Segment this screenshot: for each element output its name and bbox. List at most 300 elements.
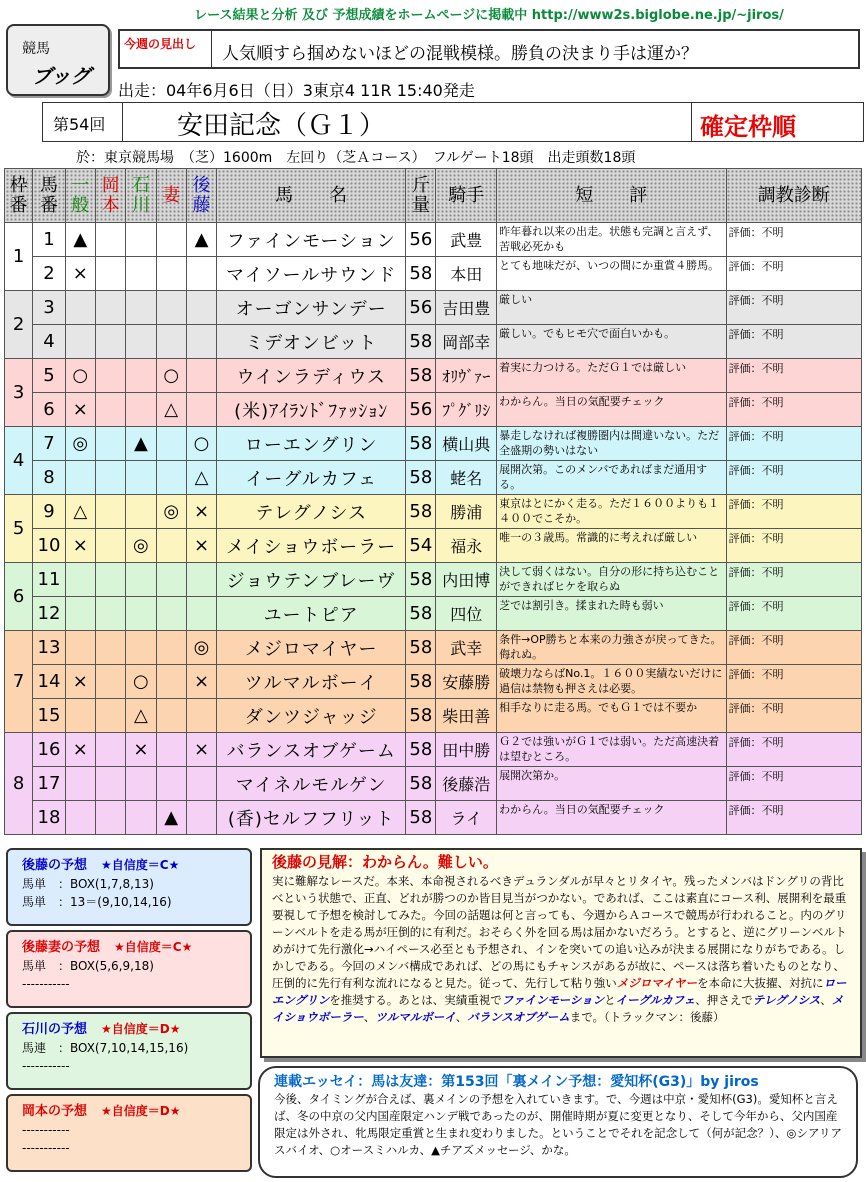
cell-jockey: 武豊 xyxy=(436,223,497,257)
mark-tsuma xyxy=(156,563,186,597)
mark-ishikawa xyxy=(126,597,156,631)
waku-number: 7 xyxy=(12,671,25,692)
cell-comment: 厳しい xyxy=(497,291,726,325)
cell-weight: 58 xyxy=(406,699,436,733)
cell-weight: 56 xyxy=(406,291,436,325)
mark-ishikawa xyxy=(126,359,156,393)
cell-horse-name[interactable]: オーゴンサンデー xyxy=(217,291,406,325)
waku-number: 1 xyxy=(12,246,25,267)
cell-horse-name[interactable]: ツルマルボーイ xyxy=(217,665,406,699)
cell-training: 評価：不明 xyxy=(726,427,861,461)
cell-training: 評価：不明 xyxy=(726,325,861,359)
mark-ishikawa: × xyxy=(126,733,156,767)
mark-okamoto xyxy=(95,631,125,665)
waku-number: 4 xyxy=(12,450,25,471)
cell-jockey: 勝浦 xyxy=(436,495,497,529)
cell-training: 評価：不明 xyxy=(726,529,861,563)
mark-okamoto xyxy=(95,495,125,529)
header-ippan: 一般 xyxy=(65,169,95,223)
header-kin: 斤量 xyxy=(406,169,436,223)
header-jockey: 騎手 xyxy=(436,169,497,223)
cell-weight: 58 xyxy=(406,427,436,461)
table-row xyxy=(5,801,862,835)
cell-jockey: 吉田豊 xyxy=(436,291,497,325)
prediction-line: 馬連 ：BOX(7,10,14,15,16) xyxy=(22,1041,189,1055)
mark-tsuma xyxy=(156,597,186,631)
essay-body: 今後、タイミングが合えば、裏メインの予想を入れていきます。で、今週は中京・愛知杯(G3)。愛知杯と言えば、冬の中京の父内国産限定ハンデ戦であったのが、開催時期が夏に変更となり、そして今年から、父内国産限定は外され、牝馬限定重賞と生まれ変わりました。ということでそれを記念して（何が記念？）、◎シアリアスバイオ、○オースミハルカ、▲チアズメッセージ、かな。 xyxy=(274,1092,843,1157)
cell-comment: 破壊力ならばNo.1。１６００実績ないだけに過信は禁物も押さえは必要。 xyxy=(497,665,726,699)
mark-goto: ○ xyxy=(186,427,216,461)
prediction-confidence: ★自信度＝D★ xyxy=(101,1022,181,1036)
opinion-horse: ツルマルボーイ xyxy=(375,1010,456,1024)
cell-weight: 58 xyxy=(406,359,436,393)
cell-weight: 58 xyxy=(406,461,436,495)
cell-uma: 11 xyxy=(33,563,65,597)
mark-goto: × xyxy=(186,733,216,767)
mark-ishikawa xyxy=(126,291,156,325)
cell-uma: 2 xyxy=(33,257,65,291)
venue-info: 於：東京競馬場 （芝）1600m 左回り（芝Ａコース） フルゲート18頭 出走頭数18頭 xyxy=(76,150,636,166)
table-header-row xyxy=(5,169,862,223)
cell-uma: 10 xyxy=(33,529,65,563)
mark-tsuma: ◎ xyxy=(156,495,186,529)
cell-jockey: 田中勝 xyxy=(436,733,497,767)
cell-waku xyxy=(5,359,33,427)
cell-jockey: 四位 xyxy=(436,597,497,631)
essay-title[interactable]: 連載エッセイ：馬は友達：第153回「裏メイン予想：愛知杯(G3)」by jiros xyxy=(274,1074,759,1090)
cell-horse-name[interactable]: ダンツジャッジ xyxy=(217,699,406,733)
cell-comment: 展開次第か。 xyxy=(497,767,726,801)
mark-goto xyxy=(186,699,216,733)
cell-horse-name[interactable]: ファインモーション xyxy=(217,223,406,257)
cell-jockey: 本田 xyxy=(436,257,497,291)
cell-jockey: 柴田善 xyxy=(436,699,497,733)
mark-goto xyxy=(186,257,216,291)
mark-ishikawa xyxy=(126,257,156,291)
cell-training: 評価：不明 xyxy=(726,495,861,529)
cell-horse-name[interactable]: テレグノシス xyxy=(217,495,406,529)
header-name: 馬 名 xyxy=(217,169,406,223)
mark-okamoto xyxy=(95,597,125,631)
cell-waku xyxy=(5,563,33,631)
mark-tsuma xyxy=(156,461,186,495)
mark-tsuma xyxy=(156,665,186,699)
table-row xyxy=(5,563,862,597)
mark-goto: × xyxy=(186,529,216,563)
cell-comment: 東京はとにかく走る。ただ１６００よりも１４００でこそか。 xyxy=(497,495,726,529)
mark-ippan: × xyxy=(65,257,95,291)
cell-uma: 13 xyxy=(33,631,65,665)
cell-jockey: ｵﾘｳﾞｧｰ xyxy=(436,359,497,393)
prediction-confidence: ★自信度＝D★ xyxy=(101,1104,181,1118)
prediction-line: ----------- xyxy=(22,977,70,991)
header-comment: 短 評 xyxy=(497,169,726,223)
header-training: 調教診断 xyxy=(726,169,861,223)
table-row xyxy=(5,529,862,563)
mark-goto xyxy=(186,767,216,801)
opinion-horse-taikou: ローエングリン xyxy=(272,976,847,1007)
opinion-text: を推奨する。あとは、実績重視で xyxy=(329,993,502,1007)
okamoto-prediction-box xyxy=(6,1094,252,1172)
cell-horse-name[interactable]: ジョウテンブレーヴ xyxy=(217,563,406,597)
mark-ippan: ◎ xyxy=(65,427,95,461)
mark-okamoto xyxy=(95,699,125,733)
prediction-confidence: ★自信度＝C★ xyxy=(101,858,180,872)
cell-jockey: 内田博 xyxy=(436,563,497,597)
cell-horse-name[interactable]: マイソールサウンド xyxy=(217,257,406,291)
cell-jockey: 後藤浩 xyxy=(436,767,497,801)
cell-uma: 6 xyxy=(33,393,65,427)
cell-comment: 厳しい。でもヒモ穴で面白いかも。 xyxy=(497,325,726,359)
cell-training: 評価：不明 xyxy=(726,359,861,393)
mark-ishikawa xyxy=(126,325,156,359)
prediction-line: 馬単 ：BOX(1,7,8,13) xyxy=(22,877,154,891)
opinion-text: まで。（トラックマン：後藤） xyxy=(569,1010,725,1024)
cell-training: 評価：不明 xyxy=(726,223,861,257)
cell-comment: 展開次第。このメンバであればまだ通用する。 xyxy=(497,461,726,495)
mark-goto xyxy=(186,325,216,359)
weekly-headline xyxy=(118,29,860,69)
opinion-text: 、押さえで xyxy=(695,993,753,1007)
mark-ishikawa: ▲ xyxy=(126,427,156,461)
header-okamoto: 岡本 xyxy=(95,169,125,223)
cell-waku xyxy=(5,495,33,563)
table-row xyxy=(5,427,862,461)
cell-comment: 暴走しなければ複勝圏内は間違いない。ただ全盛期の勢いはない xyxy=(497,427,726,461)
cell-training: 評価：不明 xyxy=(726,699,861,733)
mark-tsuma xyxy=(156,767,186,801)
waku-number: 8 xyxy=(12,773,25,794)
mark-goto xyxy=(186,359,216,393)
cell-comment: わからん。当日の気配要チェック xyxy=(497,393,726,427)
cell-waku xyxy=(5,733,33,835)
cell-training: 評価：不明 xyxy=(726,767,861,801)
cell-comment: 唯一の３歳馬。常識的に考えれば厳しい xyxy=(497,529,726,563)
waku-number: 3 xyxy=(12,382,25,403)
mark-ishikawa xyxy=(126,563,156,597)
cell-comment: わからん。当日の気配要チェック xyxy=(497,801,726,835)
opinion-horse: バランスオブゲーム xyxy=(467,1010,570,1024)
mark-goto: × xyxy=(186,495,216,529)
table-row xyxy=(5,699,862,733)
prediction-line: ----------- xyxy=(22,1123,70,1137)
opinion-text: と xyxy=(604,993,616,1007)
site-logo[interactable] xyxy=(6,24,110,96)
table-row xyxy=(5,291,862,325)
mark-okamoto xyxy=(95,325,125,359)
cell-weight: 58 xyxy=(406,631,436,665)
cell-jockey: 横山典 xyxy=(436,427,497,461)
opinion-body xyxy=(272,873,850,1026)
mark-okamoto xyxy=(95,427,125,461)
headline-text: 人気順すら掴めないほどの混戦模様。勝負の決まり手は運か？ xyxy=(222,44,698,64)
waku-number: 2 xyxy=(12,314,25,335)
mark-okamoto xyxy=(95,359,125,393)
cell-weight: 54 xyxy=(406,529,436,563)
cell-weight: 58 xyxy=(406,597,436,631)
cell-comment: 相手なりに走る馬。でもＧ１では不要か xyxy=(497,699,726,733)
mark-ippan xyxy=(65,291,95,325)
mark-goto: △ xyxy=(186,461,216,495)
cell-weight: 56 xyxy=(406,223,436,257)
cell-uma: 8 xyxy=(33,461,65,495)
mark-goto xyxy=(186,597,216,631)
cell-uma: 4 xyxy=(33,325,65,359)
cell-horse-name[interactable]: (香)セルフフリット xyxy=(217,801,406,835)
mark-okamoto xyxy=(95,801,125,835)
goto-prediction-box xyxy=(6,848,252,926)
mark-ippan: △ xyxy=(65,495,95,529)
table-row xyxy=(5,495,862,529)
entry-table xyxy=(4,168,862,835)
opinion-text: 実に難解なレースだ。本来、本命視されるべきデュランダルが早々とリタイヤ。残ったメンバはドングリの背比べという状態で、正直、どれが勝つのか皆目見当がつかない。であれば、ここは素直にコース利、展開利を最重要視して予想を検討してみた。今回の話題は何と言っても、今週からＡコースで競馬が行われること。内のグリーンベルトを走る馬が圧倒的に有利だ。おそらく外を回る馬は届かないだろう。とすると、逆にグリーンベルトめがけて先行激化→ハイペース必至とも予想され、インを突いての追い込みが決まる展開になりがちである。しかしである。今回のメンバ構成であれば、どの馬にもチャンスがあるが故に、ペースは落ち着いたものとなり、圧倒的に先行有利な流れになると見た。従って、先行して粘り強い xyxy=(272,874,847,990)
logo-line1: 競馬 xyxy=(22,41,50,57)
cell-comment: とても地味だが、いつの間にか重賞４勝馬。 xyxy=(497,257,726,291)
table-row xyxy=(5,359,862,393)
cell-horse-name[interactable]: (米)ｱｲﾗﾝﾄﾞﾌｧｯｼｮﾝ xyxy=(217,393,406,427)
race-status: 確定枠順 xyxy=(691,103,863,141)
header-tsuma: 妻 xyxy=(156,169,186,223)
cell-training: 評価：不明 xyxy=(726,291,861,325)
mark-okamoto xyxy=(95,665,125,699)
cell-jockey: 蛯名 xyxy=(436,461,497,495)
cell-horse-name[interactable]: バランスオブゲーム xyxy=(217,733,406,767)
mark-ippan xyxy=(65,699,95,733)
mark-ippan xyxy=(65,325,95,359)
mark-okamoto xyxy=(95,393,125,427)
header-waku: 枠番 xyxy=(5,169,33,223)
mark-ippan: × xyxy=(65,393,95,427)
cell-waku xyxy=(5,427,33,495)
cell-comment: 芝では割引き。揉まれた時も弱い xyxy=(497,597,726,631)
table-row xyxy=(5,665,862,699)
header-goto: 後藤 xyxy=(186,169,216,223)
waku-number: 6 xyxy=(12,586,25,607)
table-row xyxy=(5,597,862,631)
table-row xyxy=(5,393,862,427)
mark-ippan: × xyxy=(65,665,95,699)
mark-ishikawa xyxy=(126,393,156,427)
cell-weight: 58 xyxy=(406,495,436,529)
cell-comment: Ｇ２では強いがＧ１では弱い。ただ高速決着は望むところ。 xyxy=(497,733,726,767)
cell-training: 評価：不明 xyxy=(726,631,861,665)
cell-weight: 58 xyxy=(406,257,436,291)
mark-goto xyxy=(186,291,216,325)
opinion-horse: メイショウボーラー xyxy=(272,993,844,1024)
opinion-text: 、 xyxy=(455,1010,468,1024)
mark-ippan: × xyxy=(65,733,95,767)
race-number: 第54回 xyxy=(43,103,123,141)
cell-weight: 58 xyxy=(406,563,436,597)
mark-tsuma: △ xyxy=(156,393,186,427)
opinion-title: 後藤の見解：わからん。難しい。 xyxy=(272,853,498,871)
table-row xyxy=(5,733,862,767)
cell-uma: 9 xyxy=(33,495,65,529)
mark-goto xyxy=(186,563,216,597)
opinion-text: 、 xyxy=(820,993,832,1007)
mark-okamoto xyxy=(95,563,125,597)
cell-uma: 7 xyxy=(33,427,65,461)
mark-goto: ◎ xyxy=(186,631,216,665)
cell-weight: 56 xyxy=(406,393,436,427)
opinion-horse-honmei: メジロマイヤー xyxy=(616,976,698,990)
cell-comment: 決して弱くはない。自分の形に持ち込むことができればヒケを取らぬ xyxy=(497,563,726,597)
cell-comment: 着実に力つける。ただＧ１では厳しい xyxy=(497,359,726,393)
prediction-title: 後藤妻の予想 xyxy=(22,940,101,955)
opinion-text: 、 xyxy=(363,1010,376,1024)
post-time: 出走：04年6月6日（日）3東京4 11R 15:40発走 xyxy=(118,81,475,100)
mark-ippan xyxy=(65,563,95,597)
cell-weight: 58 xyxy=(406,801,436,835)
prediction-line: ----------- xyxy=(22,1141,70,1155)
cell-uma: 16 xyxy=(33,733,65,767)
cell-horse-name[interactable]: ユートピア xyxy=(217,597,406,631)
race-name: 安田記念（Ｇ１） xyxy=(177,111,386,141)
mark-okamoto xyxy=(95,767,125,801)
table-row xyxy=(5,631,862,665)
mark-tsuma xyxy=(156,699,186,733)
mark-ishikawa xyxy=(126,767,156,801)
mark-okamoto xyxy=(95,291,125,325)
mark-okamoto xyxy=(95,223,125,257)
prediction-line: 馬単 ：13＝(9,10,14,16) xyxy=(22,895,172,909)
mark-tsuma xyxy=(156,427,186,461)
prediction-confidence: ★自信度＝C★ xyxy=(114,940,193,954)
cell-uma: 17 xyxy=(33,767,65,801)
cell-weight: 58 xyxy=(406,733,436,767)
mark-ippan xyxy=(65,801,95,835)
cell-jockey: 武幸 xyxy=(436,631,497,665)
cell-horse-name[interactable]: ウインラディウス xyxy=(217,359,406,393)
cell-comment: 条件→OP勝ちと本来の力強さが戻ってきた。侮れぬ。 xyxy=(497,631,726,665)
mark-ippan xyxy=(65,631,95,665)
cell-uma: 5 xyxy=(33,359,65,393)
cell-horse-name[interactable]: マイネルモルゲン xyxy=(217,767,406,801)
cell-horse-name[interactable]: ローエングリン xyxy=(217,427,406,461)
cell-uma: 1 xyxy=(33,223,65,257)
cell-training: 評価：不明 xyxy=(726,563,861,597)
mark-tsuma: ○ xyxy=(156,359,186,393)
cell-horse-name[interactable]: メイショウボーラー xyxy=(217,529,406,563)
essay-box xyxy=(258,1066,858,1178)
mark-tsuma xyxy=(156,529,186,563)
header-uma: 馬番 xyxy=(33,169,65,223)
cell-training: 評価：不明 xyxy=(726,597,861,631)
mark-ippan: ▲ xyxy=(65,223,95,257)
mark-okamoto xyxy=(95,733,125,767)
cell-comment: 昨年暮れ以来の出走。状態も完調と言えず、苦戦必死かも xyxy=(497,223,726,257)
prediction-line: ----------- xyxy=(22,1059,70,1073)
opinion-horse: ファインモーション xyxy=(501,993,605,1007)
table-row xyxy=(5,325,862,359)
cell-training: 評価：不明 xyxy=(726,393,861,427)
cell-uma: 18 xyxy=(33,801,65,835)
cell-jockey: 福永 xyxy=(436,529,497,563)
goto-opinion-box xyxy=(260,848,862,1058)
prediction-title: 石川の予想 xyxy=(22,1022,88,1037)
mark-tsuma xyxy=(156,291,186,325)
mark-ippan xyxy=(65,597,95,631)
opinion-horse: イーグルカフェ xyxy=(615,993,696,1007)
cell-uma: 15 xyxy=(33,699,65,733)
table-row xyxy=(5,461,862,495)
prediction-line: 馬単 ：BOX(5,6,9,18) xyxy=(22,959,154,973)
mark-ishikawa xyxy=(126,631,156,665)
site-banner[interactable]: レース結果と分析 及び 予想成績をホームページに掲載中 http://www2s.biglobe.ne.jp/~jiros/ xyxy=(194,8,784,23)
mark-tsuma xyxy=(156,223,186,257)
cell-training: 評価：不明 xyxy=(726,461,861,495)
mark-ishikawa xyxy=(126,223,156,257)
mark-tsuma xyxy=(156,733,186,767)
mark-ishikawa xyxy=(126,461,156,495)
opinion-horse: テレグノシス xyxy=(752,993,821,1007)
cell-uma: 12 xyxy=(33,597,65,631)
mark-ishikawa: ◎ xyxy=(126,529,156,563)
cell-horse-name[interactable]: メジロマイヤー xyxy=(217,631,406,665)
cell-jockey: 安藤勝 xyxy=(436,665,497,699)
prediction-title: 後藤の予想 xyxy=(22,858,88,873)
mark-okamoto xyxy=(95,529,125,563)
goto-wife-prediction-box xyxy=(6,930,252,1008)
cell-jockey: ライ xyxy=(436,801,497,835)
cell-waku xyxy=(5,291,33,359)
mark-ippan xyxy=(65,461,95,495)
headline-label: 今週の見出し xyxy=(120,31,212,67)
mark-okamoto xyxy=(95,461,125,495)
cell-training: 評価：不明 xyxy=(726,257,861,291)
cell-waku xyxy=(5,631,33,733)
mark-goto xyxy=(186,801,216,835)
cell-training: 評価：不明 xyxy=(726,801,861,835)
cell-training: 評価：不明 xyxy=(726,665,861,699)
mark-ippan: ○ xyxy=(65,359,95,393)
mark-goto xyxy=(186,393,216,427)
cell-training: 評価：不明 xyxy=(726,733,861,767)
mark-ishikawa xyxy=(126,801,156,835)
waku-number: 5 xyxy=(12,518,25,539)
mark-ishikawa: △ xyxy=(126,699,156,733)
table-row xyxy=(5,767,862,801)
header-ishikawa: 石川 xyxy=(126,169,156,223)
cell-waku xyxy=(5,223,33,291)
cell-weight: 58 xyxy=(406,767,436,801)
mark-ippan xyxy=(65,767,95,801)
table-row xyxy=(5,223,862,257)
mark-goto: × xyxy=(186,665,216,699)
mark-goto: ▲ xyxy=(186,223,216,257)
prediction-title: 岡本の予想 xyxy=(22,1104,88,1119)
cell-horse-name[interactable]: イーグルカフェ xyxy=(217,461,406,495)
cell-weight: 58 xyxy=(406,325,436,359)
mark-ippan: × xyxy=(65,529,95,563)
logo-line2: ブッグ xyxy=(32,64,91,88)
mark-tsuma xyxy=(156,257,186,291)
cell-uma: 3 xyxy=(33,291,65,325)
opinion-text: を本命に大抜擢、対抗に xyxy=(697,976,824,990)
mark-tsuma xyxy=(156,325,186,359)
cell-uma: 14 xyxy=(33,665,65,699)
mark-ishikawa: ○ xyxy=(126,665,156,699)
mark-tsuma xyxy=(156,631,186,665)
table-row xyxy=(5,257,862,291)
ishikawa-prediction-box xyxy=(6,1012,252,1090)
race-title-bar xyxy=(42,102,864,142)
cell-jockey: 岡部幸 xyxy=(436,325,497,359)
mark-okamoto xyxy=(95,257,125,291)
cell-jockey: ﾌﾟｸﾞﾘｼ xyxy=(436,393,497,427)
mark-ishikawa xyxy=(126,495,156,529)
cell-horse-name[interactable]: ミデオンビット xyxy=(217,325,406,359)
